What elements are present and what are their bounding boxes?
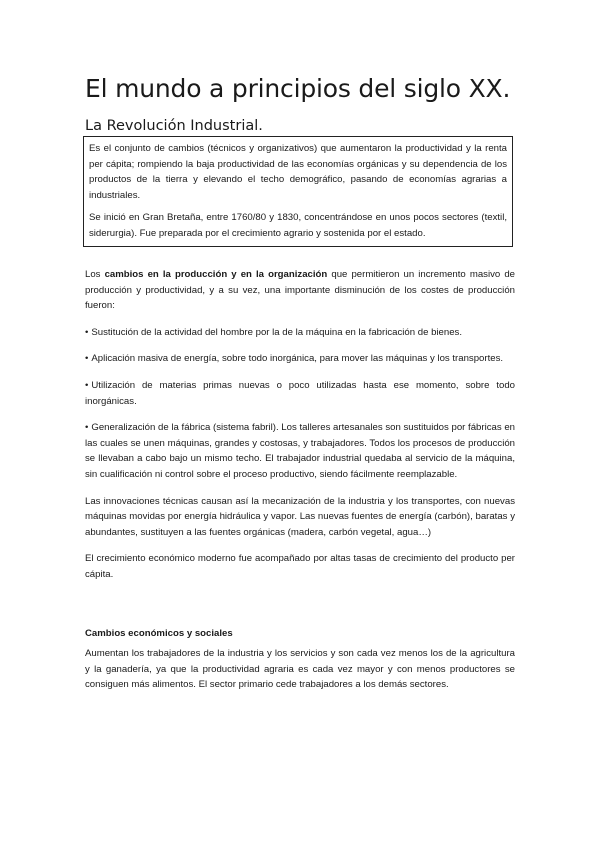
bullet-icon: • <box>85 422 89 434</box>
intro-paragraph: Los cambios en la producción y en la organización que permitieron un incremento masivo de producción y productividad, y a su vez, una importante disminución de los costes de producción fueron: <box>85 269 515 312</box>
last-section <box>85 646 515 693</box>
bullet-item: • Aplicación masiva de energía, sobre todo inorgánica, para mover las máquinas y los transportes. <box>85 353 504 365</box>
definition-box <box>83 136 513 247</box>
body-paragraph: El crecimiento económico moderno fue acompañado por altas tasas de crecimiento del producto per cápita. <box>85 553 515 580</box>
body-paragraph: Las innovaciones técnicas causan así la mecanización de la industria y los transportes, con nuevas máquinas movidas por energía hidráulica y vapor. Las nuevas fuentes de energía (carbón), baratas y abundantes, sustituyen a las fuentes orgánicas (madera, carbón vegetal, agua…) <box>85 495 515 538</box>
bullet-item: • Sustitución de la actividad del hombre por la de la máquina en la fabricación de bienes. <box>85 326 463 338</box>
main-text <box>85 267 515 594</box>
definition-paragraph: Es el conjunto de cambios (técnicos y organizativos) que aumentaron la productividad y la renta per cápita; rompiendo la baja productividad de las economías orgánicas y su dependencia de los productos de la tierra y elevando el techo demográfico, pasando de economías agrarias a industriales. <box>89 143 507 201</box>
body-paragraph: Aumentan los trabajadores de la industria y los servicios y son cada vez menos los de la agricultura y la ganadería, ya que la productividad agraria es cada vez mayor y con menos productores se consiguen más alimentos. El sector primario cede trabajadores a los demás sectores. <box>85 648 515 691</box>
section-heading: La Revolución Industrial. <box>85 118 263 134</box>
bullet-item: • Generalización de la fábrica (sistema fabril). Los talleres artesanales son sustituidos por fábricas en las cuales se unen máquinas, grandes y costosas, y trabajadores. Todos los procesos de producción se llevaban a cabo bajo un mismo techo. El trabajador industrial quedaba al servicio de la máquina, sin cualificación ni control sobre el proceso productivo, siendo fácilmente reemplazable. <box>85 422 515 480</box>
page-title: El mundo a principios del siglo XX. <box>85 74 511 103</box>
bullet-item: • Utilización de materias primas nuevas o poco utilizadas hasta ese momento, sobre todo inorgánicas. <box>85 379 515 407</box>
bullet-icon: • <box>85 379 89 391</box>
bullet-icon: • <box>85 326 89 338</box>
origin-paragraph: Se inició en Gran Bretaña, entre 1760/80 y 1830, concentrándose en unos pocos sectores (textil, siderurgia). Fue preparada por el crecimiento agrario y sostenida por el estado. <box>89 212 507 239</box>
intro-bold-phrase: cambios en la producción y en la organización <box>104 269 328 280</box>
subheading: Cambios económicos y sociales <box>85 628 233 639</box>
bullet-icon: • <box>85 353 89 365</box>
